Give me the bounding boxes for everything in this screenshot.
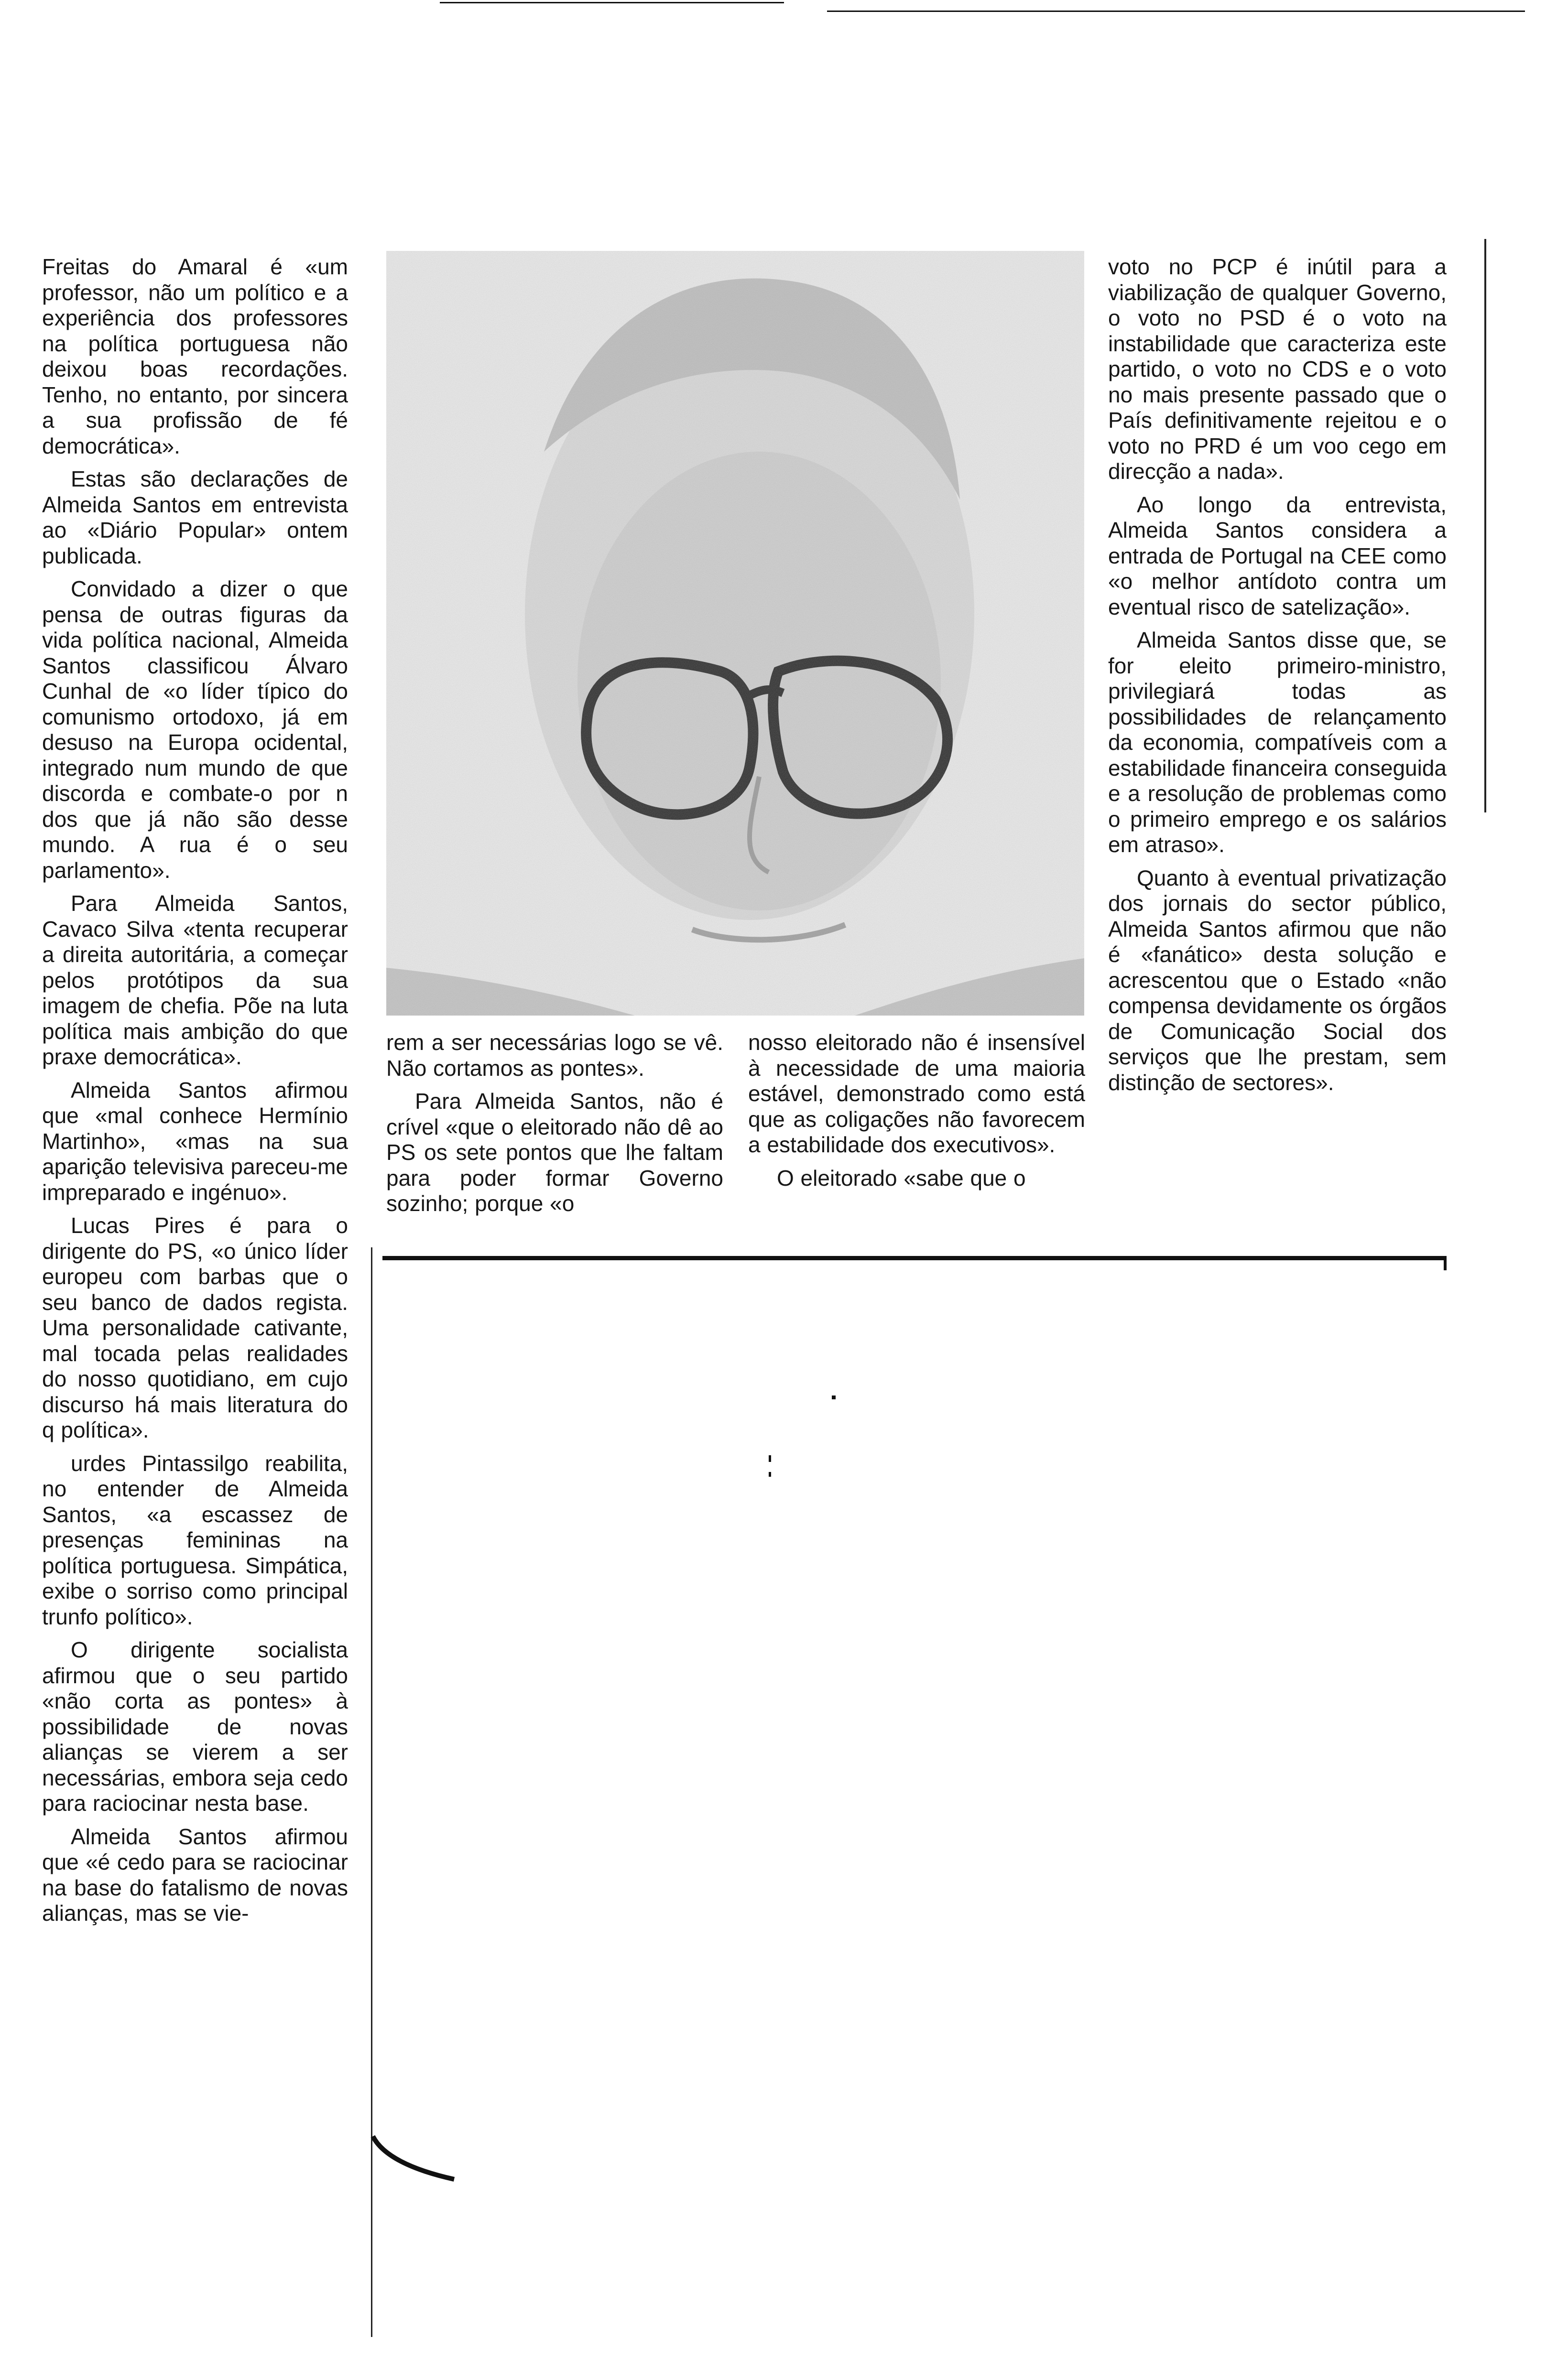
paragraph: Lucas Pires é para o dirigente do PS, «o único líder europeu com barbas que o seu banco de dados regista. Uma personalidade cativante, mal tocada pelas realidades do nosso quotidiano, em cujo discurso há mais literatura do q política». <box>42 1213 348 1442</box>
top-rule-right <box>827 11 1525 12</box>
paragraph: Ao longo da entrevista, Almeida Santos considera a entrada de Portugal na CEE como «o melhor antídoto contra um eventual risco de satelização». <box>1108 492 1447 619</box>
portrait-illustration <box>386 251 1084 1016</box>
top-rule-left <box>440 2 784 3</box>
portrait-photo <box>386 251 1084 1016</box>
paragraph: O dirigente socialista afirmou que o seu partido «não corta as pontes» à possibilidade de novas alianças se vierem a ser necessárias, embora seja cedo para raciocinar nesta base. <box>42 1637 348 1816</box>
article-column-2 <box>386 1030 723 1217</box>
paragraph: urdes Pintassilgo reabilita, no entender de Almeida Santos, «a escassez de presenças femininas na política portuguesa. Simpática, exibe o sorriso como principal trunfo político». <box>42 1450 348 1629</box>
speck <box>769 1455 771 1462</box>
article-bottom-rule <box>382 1256 1446 1260</box>
paragraph: Estas são declarações de Almeida Santos em entrevista ao «Diário Popular» ontem publicada. <box>42 466 348 568</box>
paragraph: Para Almeida Santos, não é crível «que o eleitorado não dê ao PS os sete pontos que lhe faltam para poder formar Governo sozinho; porque «o <box>386 1089 723 1216</box>
paragraph: Almeida Santos afirmou que «mal conhece Hermínio Martinho», «mas na sua aparição televisiva pareceu-me impreparado e ingénuo». <box>42 1077 348 1205</box>
clipping-corner-mark <box>368 2332 454 2380</box>
paragraph: Almeida Santos disse que, se for eleito primeiro-ministro, privilegiará todas as possibilidades de relançamento da economia, compatíveis com a estabilidade financeira conseguida e a resolução de problemas como o primeiro emprego e os salários em atraso». <box>1108 627 1447 857</box>
paragraph: nosso eleitorado não é insensível à necessidade de uma maioria estável, demonstrado como está que as coligações não favorecem a estabilidade dos executivos». <box>748 1030 1085 1157</box>
speck <box>832 1396 836 1399</box>
right-edge-line <box>1484 239 1486 812</box>
article-column-3 <box>748 1030 1085 1191</box>
article-column-1 <box>42 254 348 1926</box>
paragraph: Almeida Santos afirmou que «é cedo para se raciocinar na base do fatalismo de novas alianças, mas se vie- <box>42 1824 348 1926</box>
speck <box>769 1472 771 1477</box>
paragraph: O eleitorado «sabe que o <box>777 1165 1026 1190</box>
paragraph: voto no PCP é inútil para a viabilização de qualquer Governo, o voto no PSD é o voto na instabilidade que caracteriza este partido, o voto no CDS e o voto no mais presente passado que o País definitivamente rejeitou e o voto no PRD é um voo cego em direcção a nada». <box>1108 254 1447 484</box>
paragraph: Para Almeida Santos, Cavaco Silva «tenta recuperar a direita autoritária, a começar pelos protótipos da sua imagem de chefia. Põe na luta política mais ambição do que praxe democrática». <box>42 891 348 1069</box>
rule-end-tick <box>1444 1256 1447 1270</box>
paragraph: Freitas do Amaral é «um professor, não um político e a experiência dos professores na política portuguesa não deixou boas recordações. Tenho, no entanto, por sincera a sua profissão de fé democrática». <box>42 254 348 458</box>
paragraph: rem a ser necessárias logo se vê. Não cortamos as pontes». <box>386 1030 723 1081</box>
article-column-4 <box>1108 254 1447 1095</box>
clipping-corner-mark <box>368 2127 464 2184</box>
paragraph: Quanto à eventual privatização dos jornais do sector público, Almeida Santos afirmou que não é «fanático» desta solução e acrescentou que o Estado «não compensa devidamente os órgãos de Comunicação Social dos serviços que lhe prestam, sem distinção de sectores». <box>1108 865 1447 1095</box>
paragraph: Convidado a dizer o que pensa de outras figuras da vida política nacional, Almeida Santos classificou Álvaro Cunhal de «o líder típico do comunismo ortodoxo, já em desuso na Europa ocidental, integrado num mundo de que discorda e combate-o por n dos que já não são desse mundo. A rua é o seu parlamento». <box>42 576 348 883</box>
